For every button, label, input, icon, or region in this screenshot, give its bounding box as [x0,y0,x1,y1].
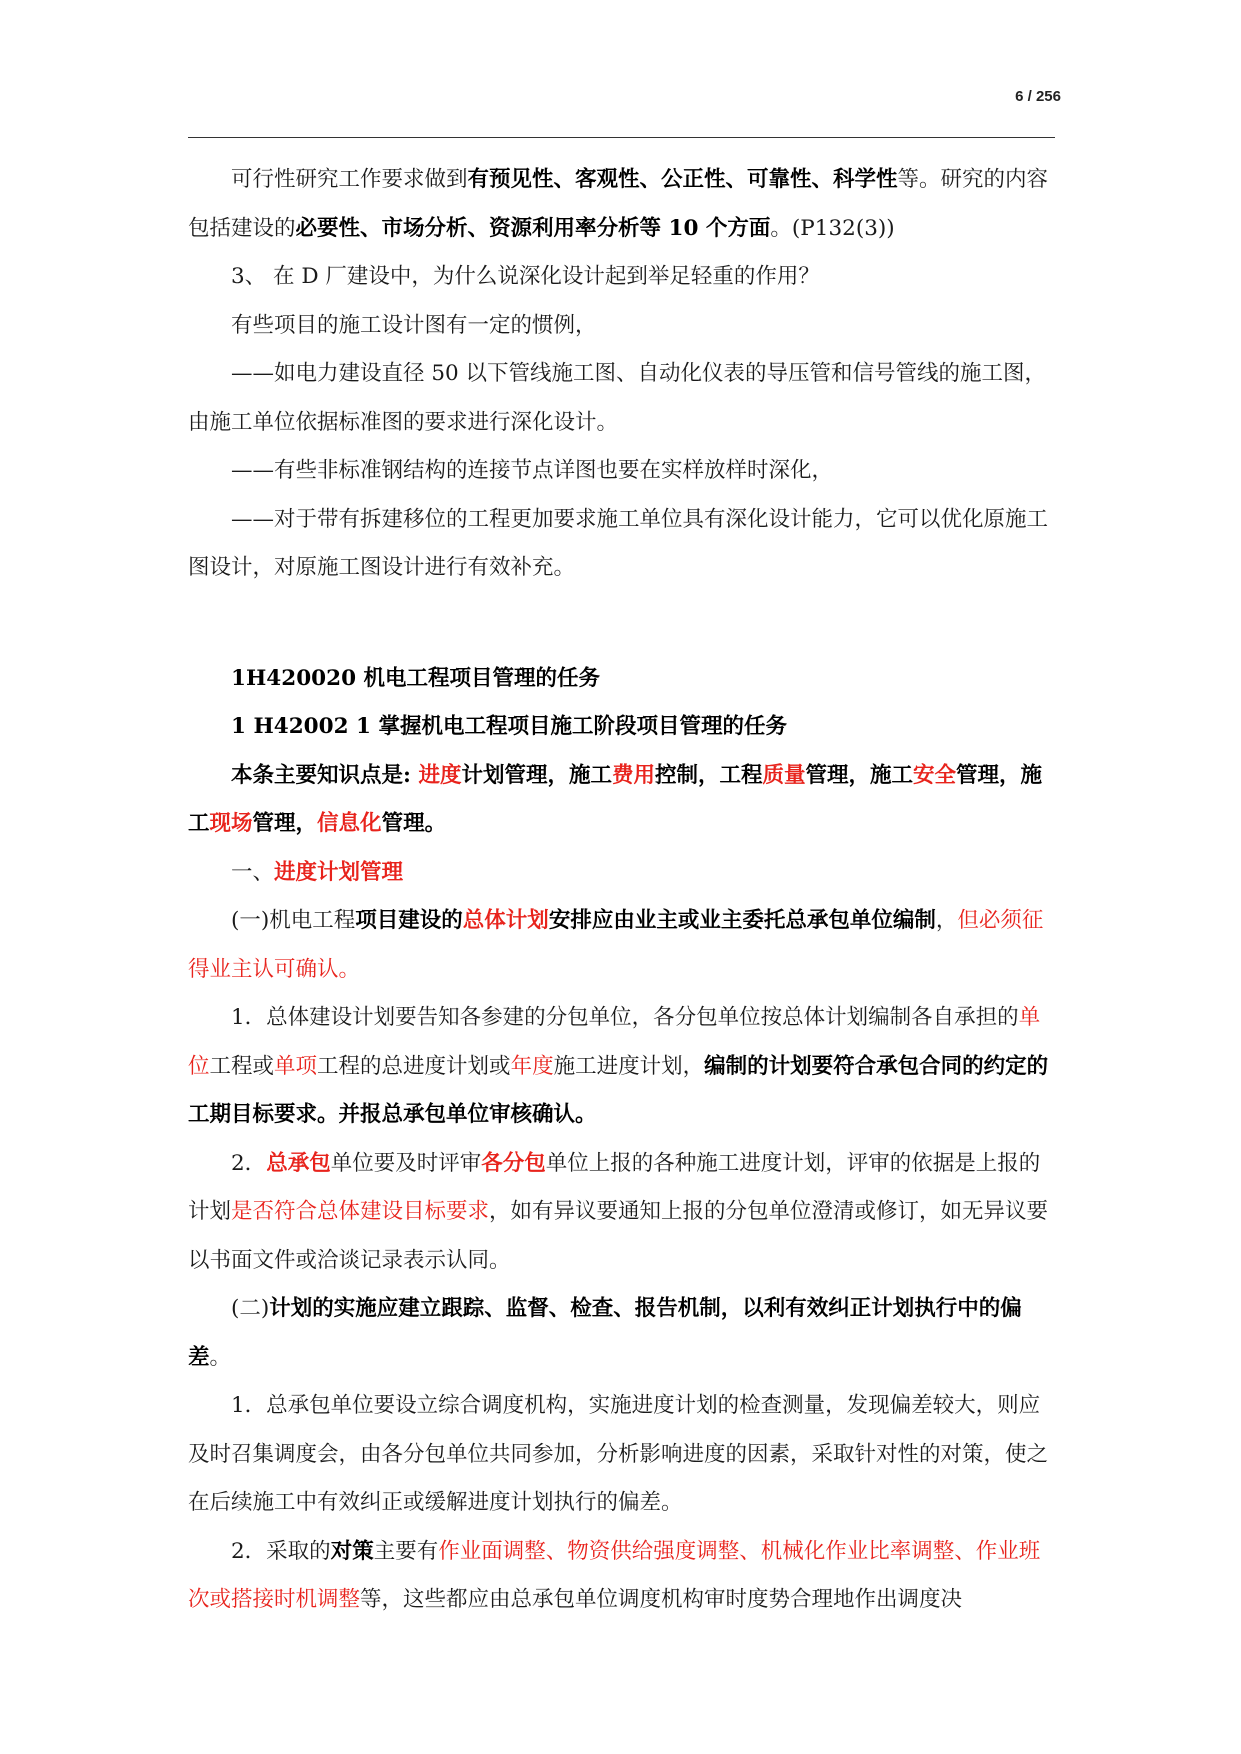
highlight-run: 进度计划管理 [274,859,404,885]
highlight-run: 质量 [762,762,806,788]
highlight-run: 信息化 [317,811,382,836]
highlight-run: 作业面调整、物资供给强度调整、机械化作业比率调整、作业班次或搭接时机调整 [188,1538,1041,1612]
paragraph-item-2 [188,1140,1058,1286]
key-points-paragraph [188,752,1058,849]
highlight-run: 但必须征得业主认可确认。 [188,908,1044,982]
text-run: 。(P132(3)) [770,215,895,241]
bold-run: 计划的实施应建立跟踪、监督、检查、报告机制，以利有效纠正计划执行中的偏差 [188,1296,1022,1370]
subsection-heading: 1 H42002 1 掌握机电工程项目施工阶段项目管理的任务 [231,714,787,739]
text-run: 单位要及时评审 [330,1150,482,1176]
text-run: (一)机电工程 [231,908,356,933]
text-run: 等。研究的内容包括建设的 [188,167,1049,241]
highlight-run: 安全 [913,762,957,788]
highlight-run: 各分包 [481,1150,546,1176]
paragraph-impl-item-2 [188,1528,1058,1625]
document-body [188,156,1058,1625]
text-run: 单位上报的各种施工进度计划，评审的依据是上报的计划 [188,1150,1041,1224]
bold-run: 对策 [330,1538,374,1564]
text-run: 1．总体建设计划要告知各参建的分包单位，各分包单位按总体计划编制各自承担的 [231,1005,1019,1030]
section-spacer [188,593,1058,655]
paragraph-impl-item-1: 1．总承包单位要设立综合调度机构，实施进度计划的检查测量，发现偏差较大，则应及时召集调度会，由各分包单位共同参加，分析影响进度的因素，采取针对性的对策，使之在后续施工中有效纠正或缓解进度计划执行的偏差。 [188,1393,1049,1515]
paragraph-item-1 [188,994,1058,1140]
bold-run: 安排应由业主或业主委托总承包单位编制 [548,908,936,933]
highlight-run: 现场 [209,811,253,836]
text-run: 控制，工程 [654,762,763,788]
paragraph-dash-1: ——如电力建设直径 50 以下管线施工图、自动化仪表的导压管和信号管线的施工图，由施工单位依据标准图的要求进行深化设计。 [188,361,1047,435]
highlight-run: 年度 [510,1053,554,1079]
highlight-run: 是否符合总体建设目标要求 [231,1199,490,1224]
paragraph-convention: 有些项目的施工设计图有一定的惯例， [231,312,597,338]
highlight-run: 总承包 [266,1150,331,1176]
text-run: (二) [231,1296,270,1321]
text-run: 计划管理，施工 [461,762,612,788]
text-run: 管理。 [381,811,447,836]
text-run: 管理，施工 [188,762,1043,836]
paragraph-dash-2: ——有些非标准钢结构的连接节点详图也要在实样放样时深化， [231,458,834,483]
highlight-run: 单项 [274,1053,318,1079]
question-3: 3、 在 D 厂建设中，为什么说深化设计起到举足轻重的作用？ [231,264,820,289]
highlight-run: 费用 [611,762,655,788]
bold-run: 必要性、市场分析、资源利用率分析等 10 个方面 [295,215,771,241]
bold-run: 项目建设的 [355,908,463,933]
highlight-run: 总体计划 [462,908,549,933]
text-run: 等，这些都应由总承包单位调度机构审时度势合理地作出调度决 [360,1587,963,1612]
text-run: 管理，施工 [805,762,914,788]
text-run: 主要有 [373,1538,439,1564]
text-run: 施工进度计划， [553,1053,705,1079]
text-run: 。 [209,1344,232,1370]
paragraph-feasibility [188,156,1058,253]
bold-run: 有预见性、客观性、公正性、可靠性、科学性 [467,167,898,192]
text-run: 管理， [252,811,318,836]
page-number: 6 / 256 [1015,88,1061,105]
text-run: 可行性研究工作要求做到 [231,167,468,192]
section-heading: 1H420020 机电工程项目管理的任务 [231,665,601,691]
header-rule [188,137,1055,138]
text-run: 2．采取的 [231,1538,331,1564]
text-run: 2． [231,1150,267,1176]
text-run: 工程的总进度计划或 [317,1053,511,1079]
paragraph-dash-3: ——对于带有拆建移位的工程更加要求施工单位具有深化设计能力，它可以优化原施工图设计，对原施工图设计进行有效补充。 [188,506,1049,580]
highlight-run: 进度 [418,762,462,788]
text-run: 一、 [231,859,275,885]
text-run: ，如有异议要通知上报的分包单位澄清或修订，如无异议要以书面文件或洽谈记录表示认同。 [188,1199,1049,1273]
text-run: 工程或 [209,1053,275,1079]
text-run: 本条主要知识点是: [231,762,419,788]
text-run: ， [935,908,958,933]
highlight-run: 单位 [188,1005,1041,1079]
paragraph-implementation [188,1285,1058,1382]
heading-schedule-management [188,849,1058,898]
bold-run: 编制的计划要符合承包合同的约定的工期目标要求。并报总承包单位审核确认。 [188,1053,1049,1127]
paragraph-overall-plan [188,897,1058,994]
